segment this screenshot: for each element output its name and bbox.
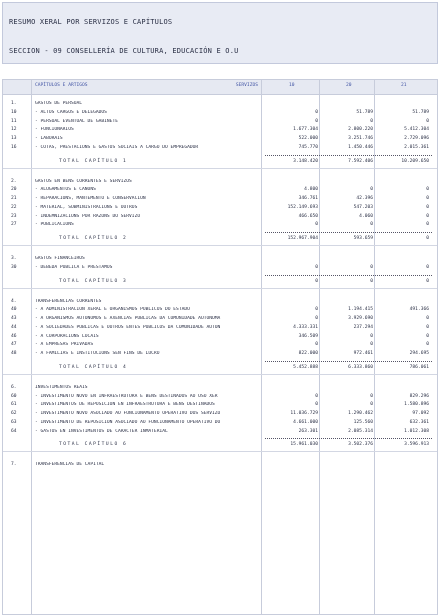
- value-col-21: 1.580.896: [404, 402, 429, 408]
- value-col-20: 42.396: [356, 196, 373, 201]
- row-description: - INVESTIMENTO NOVO EN INFRAESTRUTURA E BENS DESTINADOS AO USO XER: [35, 393, 218, 399]
- chapter-total-row: [3, 441, 437, 450]
- col-21: 21: [401, 83, 407, 88]
- table-row: [3, 419, 437, 428]
- value-col-10: 0: [315, 264, 318, 270]
- total-label: TOTAL CAPÍTULO 3: [59, 278, 128, 284]
- table-row: [3, 118, 437, 127]
- col-10: 10: [289, 83, 295, 88]
- row-description: - COTAS, PRESTACIÓNS E GASTOS SOCIAIS A CARGO DO EMPREGADOR: [35, 144, 199, 150]
- total-col-21: 10.209.650: [401, 158, 429, 164]
- value-col-20: 3.251.746: [348, 136, 373, 141]
- value-col-10: 745.770: [298, 144, 318, 150]
- value-col-21: 0: [426, 324, 429, 330]
- table-row: [3, 324, 437, 333]
- value-col-20: 0: [370, 333, 373, 339]
- row-description: - INVESTIMENTO DE REPOSICIÓN ASOCIADO AO FUNCIONAMENTO OPERATIVO DO: [35, 419, 221, 425]
- total-col-10: 5.452.888: [293, 364, 318, 370]
- total-col-20: 3.502.376: [348, 442, 373, 448]
- total-separator: [265, 232, 432, 233]
- total-separator: [265, 275, 432, 276]
- row-description: INVESTIMENTOS REAIS: [35, 384, 88, 390]
- row-description: - LABORAIS: [35, 136, 63, 141]
- row-description: - DÉBEDA PÚBLICA E PRÉSTAMOS: [35, 264, 113, 270]
- row-code: 47: [11, 342, 17, 348]
- report-header: [2, 2, 438, 64]
- value-col-21: 0: [426, 213, 429, 219]
- total-col-21: 3.596.913: [404, 442, 429, 448]
- section-separator: [3, 451, 437, 452]
- value-col-10: 0: [315, 393, 318, 399]
- value-col-10: 346.509: [298, 333, 318, 339]
- row-code: 40: [11, 307, 17, 313]
- total-col-10: 0: [315, 278, 318, 284]
- value-col-21: 0: [426, 333, 429, 339]
- section-separator: [3, 374, 437, 375]
- row-description: - ALTOS CARGOS E DELEGADOS: [35, 109, 107, 115]
- value-col-20: 0: [370, 264, 373, 270]
- total-col-21: 786.061: [409, 364, 429, 370]
- row-description: - INDEMNIZACIÓNS POR RAZÓNS DO SERVIZO: [35, 213, 141, 219]
- table-row: [3, 221, 437, 230]
- table-row: [3, 195, 437, 204]
- value-col-20: 3.929.690: [348, 316, 373, 321]
- value-col-20: 0: [370, 342, 373, 348]
- section-title: SECCION - 09 CONSELLERÍA DE CULTURA, EDUCACIÓN E O.U: [9, 47, 239, 55]
- value-col-20: 1.194.415: [348, 307, 373, 313]
- value-col-10: 152.149.693: [287, 204, 318, 210]
- total-separator: [265, 361, 432, 362]
- col-20: 20: [346, 83, 352, 88]
- row-code: 12: [11, 127, 17, 133]
- value-col-10: 0: [315, 118, 318, 124]
- row-code: 61: [11, 402, 17, 408]
- table-row: [3, 410, 437, 419]
- total-label: TOTAL CAPÍTULO 2: [59, 236, 128, 241]
- value-col-10: 1.677.304: [293, 127, 318, 133]
- section-heading: [3, 461, 437, 470]
- value-col-10: 0: [315, 307, 318, 313]
- row-description: TRANSFERENCIAS CORRENTES: [35, 298, 102, 304]
- table-row: [3, 315, 437, 324]
- table-row: [3, 213, 437, 222]
- table-row: [3, 186, 437, 195]
- table-row: [3, 393, 437, 402]
- value-col-20: 2.800.220: [348, 127, 373, 133]
- row-description: - GASTOS EN INVESTIMENTOS DE CARÁCTER INMATERIAL: [35, 428, 168, 434]
- total-col-10: 15.961.030: [290, 442, 318, 448]
- total-label: TOTAL CAPÍTULO 1: [59, 158, 128, 164]
- value-col-21: 0: [426, 118, 429, 124]
- chapter-total-row: [3, 278, 437, 287]
- section-heading: [3, 100, 437, 109]
- row-code: 62: [11, 411, 17, 416]
- row-description: - PUBLICACIÓNS: [35, 222, 74, 228]
- section-separator: [3, 168, 437, 169]
- total-col-21: 0: [426, 278, 429, 284]
- row-description: - FUNCIONARIOS: [35, 127, 74, 133]
- row-code: 20: [11, 187, 17, 193]
- section-heading: [3, 384, 437, 393]
- table-row: [3, 126, 437, 135]
- table-row: [3, 109, 437, 118]
- value-col-10: 822.000: [298, 351, 318, 356]
- value-col-21: 0: [426, 264, 429, 270]
- value-col-20: 0: [370, 402, 373, 408]
- row-description: - A EMPRESAS PRIVADAS: [35, 342, 94, 348]
- value-col-20: 0: [370, 187, 373, 193]
- value-col-10: 11.036.729: [290, 411, 318, 416]
- value-col-10: 0: [315, 222, 318, 228]
- row-description: - A ORGANISMOS AUTÓNOMOS E AXENCIAS PÚBLICAS DA COMUNIDADE AUTÓNOMA: [35, 316, 221, 321]
- value-col-10: 4.661.000: [293, 419, 318, 425]
- value-col-20: 4.060: [359, 213, 373, 219]
- budget-table: [2, 79, 438, 615]
- total-col-20: 7.592.406: [348, 158, 373, 164]
- row-code: 63: [11, 419, 17, 425]
- value-col-21: 2.015.361: [404, 144, 429, 150]
- col-services: SERVIZOS: [235, 83, 258, 88]
- table-row: [3, 135, 437, 144]
- value-col-21: 1.012.308: [404, 428, 429, 434]
- total-label: TOTAL CAPÍTULO 6: [59, 442, 128, 448]
- value-col-20: 2.085.314: [348, 428, 373, 434]
- row-description: - INVESTIMENTOS DE REPOSICIÓN EN INFRAESTRUTURA E BENS DESTINADOS: [35, 402, 215, 408]
- row-code: 43: [11, 316, 17, 321]
- row-description: GASTOS FINANCEIROS: [35, 256, 85, 261]
- table-row: [3, 428, 437, 437]
- section-separator: [3, 288, 437, 289]
- table-row: [3, 333, 437, 342]
- total-separator: [265, 155, 432, 156]
- chapter-total-row: [3, 158, 437, 167]
- total-col-20: 593.659: [353, 236, 373, 241]
- value-col-10: 522.000: [298, 136, 318, 141]
- table-row: [3, 204, 437, 213]
- total-col-10: 3.148.420: [293, 158, 318, 164]
- total-separator: [265, 438, 432, 439]
- row-description: - INVESTIMENTO NOVO ASOCIADO AO FUNCIONAMENTO OPERATIVO DOS SERVIZO: [35, 411, 221, 416]
- value-col-20: 1.450.446: [348, 144, 373, 150]
- value-col-20: 547.203: [353, 204, 373, 210]
- total-col-20: 0: [370, 278, 373, 284]
- table-column-header: [3, 80, 437, 95]
- chapter-total-row: [3, 364, 437, 373]
- value-col-10: 466.650: [298, 213, 318, 219]
- value-col-20: 51.789: [356, 109, 373, 115]
- row-description: - A FAMILIAS E INSTITUCIÓNS SEN FINS DE LUCRO: [35, 351, 160, 356]
- table-row: [3, 144, 437, 153]
- value-col-21: 0: [426, 196, 429, 201]
- row-code: 44: [11, 324, 17, 330]
- row-description: - MATERIAL, SUBMINISTRACIÓNS E OUTROS: [35, 204, 138, 210]
- value-col-10: 0: [315, 109, 318, 115]
- row-description: GASTOS DE PERSOAL: [35, 101, 83, 106]
- value-col-10: 346.761: [298, 196, 318, 201]
- row-code: 4.: [11, 298, 17, 304]
- row-description: TRANSFERENCIAS DE CAPITAL: [35, 462, 105, 468]
- row-code: 10: [11, 109, 17, 115]
- row-code: 23: [11, 213, 17, 219]
- row-code: 1.: [11, 101, 17, 106]
- row-description: - Á SOCIEDADES PÚBLICAS E OUTROS ENTES PÚBLICOS DA COMUNIDADE AUTÓN: [35, 324, 221, 330]
- value-col-20: 972.461: [353, 351, 373, 356]
- value-col-20: 237.294: [353, 324, 373, 330]
- table-row: [3, 306, 437, 315]
- value-col-21: 97.092: [412, 411, 429, 416]
- value-col-10: 4.333.331: [293, 324, 318, 330]
- section-heading: [3, 255, 437, 264]
- value-col-21: 632.361: [409, 419, 429, 425]
- value-col-21: 5.412.304: [404, 127, 429, 133]
- row-description: - ALUGAMENTOS E CANONS: [35, 187, 96, 193]
- report-title: RESUMO XERAL POR SERVIZOS E CAPÍTULOS: [9, 18, 173, 26]
- row-description: GASTOS EN BENS CORRENTES E SERVIZOS: [35, 178, 132, 184]
- table-row: [3, 350, 437, 359]
- value-col-21: 294.695: [409, 351, 429, 356]
- table-row: [3, 341, 437, 350]
- row-code: 7.: [11, 462, 17, 468]
- row-code: 13: [11, 136, 17, 141]
- value-col-21: 0: [426, 342, 429, 348]
- value-col-10: 4.800: [304, 187, 318, 193]
- value-col-10: 263.301: [298, 428, 318, 434]
- value-col-21: 0: [426, 222, 429, 228]
- total-col-10: 152.967.904: [287, 236, 318, 241]
- total-label: TOTAL CAPÍTULO 4: [59, 364, 128, 370]
- value-col-21: 0: [426, 316, 429, 321]
- table-row: [3, 401, 437, 410]
- value-col-21: 0: [426, 187, 429, 193]
- value-col-21: 2.729.096: [404, 136, 429, 141]
- section-heading: [3, 178, 437, 187]
- row-code: 64: [11, 428, 17, 434]
- value-col-20: 1.290.462: [348, 411, 373, 416]
- col-chapters: CAPÍTULOS E ARTIGOS: [35, 83, 88, 88]
- value-col-10: 0: [315, 316, 318, 321]
- row-code: 60: [11, 393, 17, 399]
- value-col-10: 0: [315, 342, 318, 348]
- chapter-total-row: [3, 235, 437, 244]
- section-heading: [3, 298, 437, 307]
- row-code: 48: [11, 351, 17, 356]
- value-col-20: 0: [370, 118, 373, 124]
- value-col-10: 0: [315, 402, 318, 408]
- value-col-21: 829.296: [409, 393, 429, 399]
- row-code: 16: [11, 144, 17, 150]
- table-row: [3, 264, 437, 273]
- row-description: - A CORPORACIÓNS LOCAIS: [35, 333, 99, 339]
- row-code: 21: [11, 196, 17, 201]
- row-code: 6.: [11, 384, 17, 390]
- row-code: 27: [11, 222, 17, 228]
- total-col-20: 6.333.860: [348, 364, 373, 370]
- section-separator: [3, 245, 437, 246]
- value-col-21: 0: [426, 204, 429, 210]
- row-code: 11: [11, 118, 17, 124]
- value-col-21: 51.789: [412, 109, 429, 115]
- total-col-21: 0: [426, 236, 429, 241]
- row-code: 2.: [11, 178, 17, 184]
- row-description: - PERSOAL EVENTUAL DE GABINETE: [35, 118, 118, 124]
- value-col-20: 125.560: [353, 419, 373, 425]
- value-col-20: 0: [370, 393, 373, 399]
- row-code: 3.: [11, 256, 17, 261]
- row-description: - Á ADMINISTRACIÓN XERAL E ORGANISMOS PÚBLICOS DO ESTADO: [35, 307, 190, 313]
- row-code: 22: [11, 204, 17, 210]
- row-code: 46: [11, 333, 17, 339]
- value-col-20: 0: [370, 222, 373, 228]
- row-description: - REPARACIÓNS, MANTEMENTO E CONSERVACIÓN: [35, 196, 146, 201]
- row-code: 30: [11, 264, 17, 270]
- value-col-21: 491.366: [409, 307, 429, 313]
